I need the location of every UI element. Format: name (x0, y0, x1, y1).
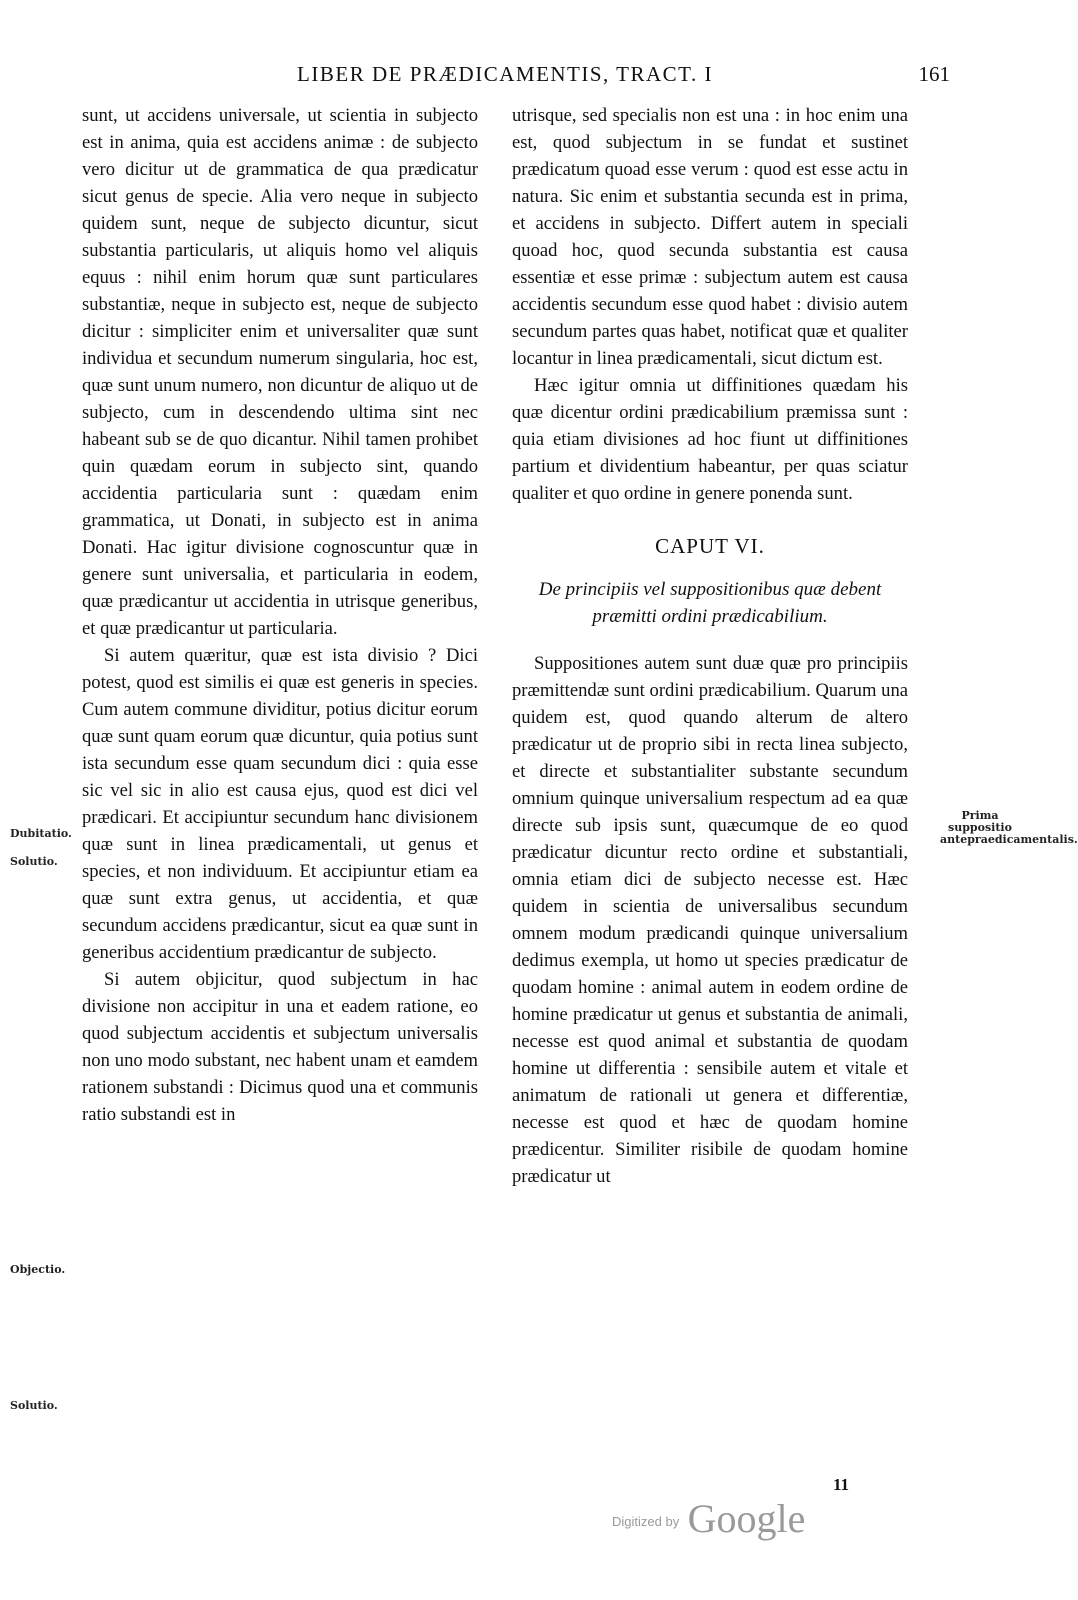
digitized-watermark (612, 1495, 805, 1542)
right-paragraph-3: Suppositiones autem sunt duæ quæ pro principiis præmittendæ sunt ordini prædicabilium. Quarum una quidem est, quod quando alterum de altero prædicatur ut de proprio sibi in recta linea subjecto, et directe et substantialiter substante secundum omnium quinque universalium respectum ad ea quæ directe sub ipsis sunt, quæcumque de eo quod prædicatur dicuntur recto ordine et substantiali, omnia etiam dici de subjecto necesse est. Hæc quidem in scientia de universalibus secundum omnem modum prædicandi quinque universalium dedimus exempla, ut homo ut species prædicatur de quodam homine : animal autem in eodem ordine de homine prædicatur ut genus et substantia de animali, necesse est quod animal et substantia de quodam homine ut differentia : sensibile autem et vitale et animatum de rationali ut genera et differentiæ, necesse est quod et hæc de quodam homine prædicentur. Similiter risibile de quodam homine prædicatur ut (512, 653, 908, 1187)
chapter-heading: CAPUT VI. (655, 534, 765, 558)
right-paragraph-1: utrisque, sed specialis non est una : in hoc enim una est, quod subjectum in se fundat et sustinet prædicatum quoad esse verum : quod est esse actu in natura. Sic enim et substantia secunda est in prima, et accidens in subjecto. Differt autem in speciali quoad hoc, quod secunda substantia est causa essentiæ et esse primæ : subjectum autem est causa accidentis secundum esse quod habet : divisio autem secundum partes quas habet, notificat quæ et qualiter locantur in linea prædicamentali, sicut dictum est. (512, 105, 908, 369)
page-header (80, 62, 950, 92)
running-title: LIBER DE PRÆDICAMENTIS, TRACT. I (297, 62, 713, 86)
margin-note-dubitatio: Dubitatio. (10, 827, 72, 840)
left-paragraph-1: sunt, ut accidens universale, ut scientia in subjecto est in anima, quia est accidens animæ : de subjecto vero dicitur ut de grammatica de qua prædicatur sicut genus de specie. Alia vero neque in subjecto quidem sunt, neque de subjecto dicuntur, sicut substantia particularis, ut aliquis homo vel aliquis equus : nihil enim horum quæ sunt particulares substantiæ, neque in subjecto est, neque de subjecto dicitur : simpliciter enim et universaliter quæ sunt individua et secundum numerum singularia, hoc est, quæ sunt unum numero, non dicuntur de aliquo ut de subjecto, cum in descendendo ultima sint nec habeant sub se de quo dicantur. Nihil tamen prohibet quin quædam eorum in subjecto sint, quando accidentia particularia sunt : quædam enim grammatica, ut Donati, in subjecto est in anima Donati. Hac igitur divisione cognoscuntur quæ in genere sunt universalia, et particularia in eodem, quæ prædicantur ut accidentia in utrisque generibus, et quæ prædicantur ut particularia. (82, 105, 478, 639)
margin-note-solutio: Solutio. (10, 855, 58, 868)
chapter-subtitle: De principiis vel suppositionibus quæ debent præmitti ordini prædicabilium. (538, 579, 882, 627)
google-logo: Google (687, 1496, 806, 1541)
page-number: 161 (918, 62, 950, 86)
left-paragraph-2: Si autem quæritur, quæ est ista divisio ? Dici potest, quod est similis ei quæ est generis in species. Cum autem commune dividitur, potius dicitur eorum quæ sunt quam eorum quæ dicuntur, quia potius sunt ista secundum esse quam secundum dici : quia esse sic vel sic in alio est causa ejus, quod est dici vel prædicari. Et accipiuntur secundum hanc divisionem quæ sunt in linea prædicamentali, ut genus et species, et non individuum. Et accipiuntur etiam ea quæ sunt extra genus, ut accidentia, et quæ secundum accidens prædicantur, sicut ea quæ sunt in generibus accidentium prædicantur de subjecto. (82, 645, 478, 963)
left-paragraph-3: Si autem objicitur, quod subjectum in hac divisione non accipitur in una et eadem ratione, eo quod subjectum accidentis et subjectum universalis non uno modo substant, nec habent unam et eamdem rationem substandi : Dicimus quod una et communis ratio substandi est in (82, 969, 478, 1125)
margin-note-objectio: Objectio. (10, 1263, 66, 1276)
right-column (512, 102, 908, 1190)
digitized-by-text: Digitized by (612, 1514, 680, 1529)
margin-note-prima-suppositio: Prima suppositio antepraedicamentalis. (940, 809, 1078, 846)
right-paragraph-2: Hæc igitur omnia ut diffinitiones quædam his quæ dicentur ordini prædicabilium præmissa sunt : quia etiam divisiones ad hoc fiunt ut diffinitiones partium et dividentium habeantur, per quas sciatur qualiter et quo ordine in genere ponenda sunt. (512, 375, 908, 504)
signature-mark: 11 (833, 1475, 850, 1494)
margin-note-solutio-2: Solutio. (10, 1399, 58, 1412)
left-column (82, 102, 478, 1128)
